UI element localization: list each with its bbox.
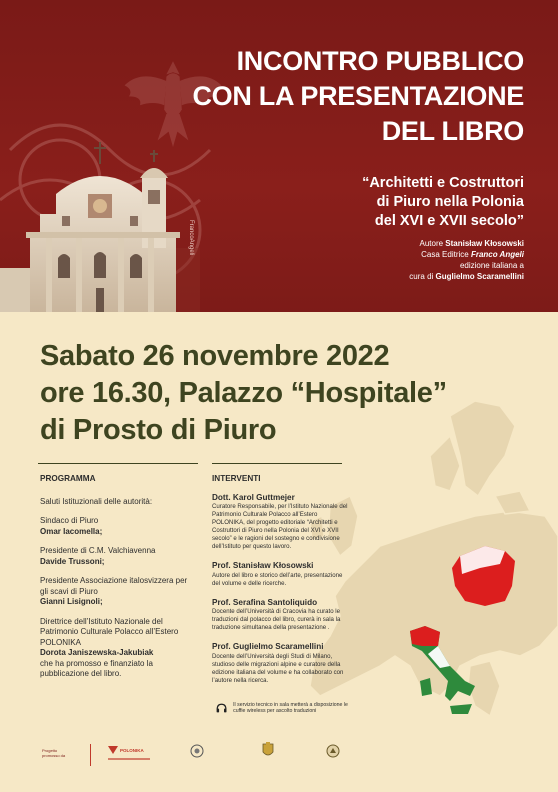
polonika-logo xyxy=(108,746,144,754)
speaker-name: Prof. Guglielmo Scaramellini xyxy=(212,642,324,651)
programma-name: Gianni Lisignoli; xyxy=(40,597,103,606)
interventi-column xyxy=(212,474,348,695)
speaker-desc: Docente dell’Università degli Studi di Milano, studioso delle migrazioni alpine e curatore della edizione italiana del volume e ha collaborato con l’autore nella ricerca. xyxy=(212,652,344,684)
publisher-name: Franco Angeli xyxy=(470,250,524,259)
church-image xyxy=(0,128,200,312)
curator-prefix: cura di xyxy=(409,272,436,281)
title-line: CON LA PRESENTAZIONE xyxy=(192,81,524,111)
book-title-line: di Piuro nella Polonia xyxy=(376,194,524,210)
title-line: INCONTRO PUBBLICO xyxy=(236,46,524,76)
municipality-crest-icon xyxy=(262,742,274,758)
speaker-desc: Docente dell’Università di Cracovia ha curato le traduzioni dal polacco del libro, curerà in sala la traduzione simultanea della presentazione . xyxy=(212,608,341,631)
programma-intro: Saluti Istituzionali delle autorità: xyxy=(40,496,153,506)
programma-role: Sindaco di Piuro xyxy=(40,516,99,525)
programma-role: Direttrice dell’Istituto Nazionale del Patrimonio Culturale Polacco all’Estero POLONIKA xyxy=(40,616,179,647)
headphones-note: Il servizio tecnico in sala metterà a disposizione le cuffie wireless per ascolto traduzioni xyxy=(233,701,348,714)
headphones-icon xyxy=(216,700,227,716)
programma-item xyxy=(40,516,190,537)
speaker-item xyxy=(212,493,348,552)
publisher-prefix: Casa Editrice xyxy=(421,250,471,259)
programma-tail: che ha promosso e finanziato la pubblicazione del libro. xyxy=(40,658,153,678)
divider-left xyxy=(38,463,198,464)
association-seal-icon xyxy=(326,744,340,758)
author-prefix: Autore xyxy=(419,239,446,248)
page-title xyxy=(192,44,524,149)
event-line: di Prosto di Piuro xyxy=(40,414,277,446)
speaker-desc: Curatore Responsabile, per l’Istituto Nazionale del Patrimonio Culturale Polacco all’Estero POLONIKA, del progetto editoriale “Architetti e Costruttori di Piuro nella Polonia del XVI e XVII secolo” e le ragioni del sostegno e condivisione dell’Istituto per questo lavoro. xyxy=(212,503,348,550)
header-banner xyxy=(0,0,558,312)
programma-column xyxy=(40,474,190,689)
speaker-item xyxy=(212,642,348,685)
headphones-note-row xyxy=(216,700,356,716)
curator-name: Guglielmo Scaramellini xyxy=(435,272,524,281)
sponsor-footer xyxy=(0,730,558,792)
author-name: Stanisław Kłosowski xyxy=(445,239,524,248)
book-title-line: “Architetti e Costruttori xyxy=(362,175,524,191)
photo-credit: FrancoAngeli xyxy=(188,220,194,256)
programma-role: Presidente di C.M. Valchiavenna xyxy=(40,546,156,555)
footer-divider xyxy=(90,744,91,766)
divider-right xyxy=(212,463,342,464)
event-line: ore 16.30, Palazzo “Hospitale” xyxy=(40,377,447,409)
programma-item xyxy=(40,546,190,567)
programma-name: Dorota Janiszewska-Jakubiak xyxy=(40,648,154,657)
speaker-item xyxy=(212,598,348,633)
book-credits xyxy=(409,238,524,282)
title-line: DEL LIBRO xyxy=(381,116,524,146)
polonika-mark-icon xyxy=(108,746,118,754)
institute-seal-icon xyxy=(190,744,204,758)
speaker-name: Dott. Karol Guttmejer xyxy=(212,492,295,502)
speaker-desc: Autore del libro e storico dell’arte, presentazione del volume e delle ricerche. xyxy=(212,571,343,587)
speaker-name: Prof. Serafina Santoliquido xyxy=(212,597,318,607)
interventi-heading: INTERVENTI xyxy=(212,474,261,483)
programma-item xyxy=(40,576,190,608)
programma-item xyxy=(40,617,190,680)
programma-heading: PROGRAMMA xyxy=(40,474,96,483)
programma-role: Presidente Associazione italosvizzera per gli scavi di Piuro xyxy=(40,576,188,596)
event-line: Sabato 26 novembre 2022 xyxy=(40,340,390,372)
book-title-line: del XVI e XVII secolo” xyxy=(374,213,524,229)
polonika-text: POLONIKA xyxy=(120,747,144,753)
speaker-name: Prof. Stanisław Kłosowski xyxy=(212,561,314,570)
polonika-subline xyxy=(108,758,150,760)
programma-name: Omar Iacomella; xyxy=(40,526,103,536)
book-title xyxy=(362,174,524,231)
speaker-item xyxy=(212,561,348,588)
promoter-label: Progetto promosso da xyxy=(42,748,66,758)
edition-note: edizione italiana a xyxy=(459,261,524,270)
programma-name: Davide Trussoni; xyxy=(40,556,105,566)
